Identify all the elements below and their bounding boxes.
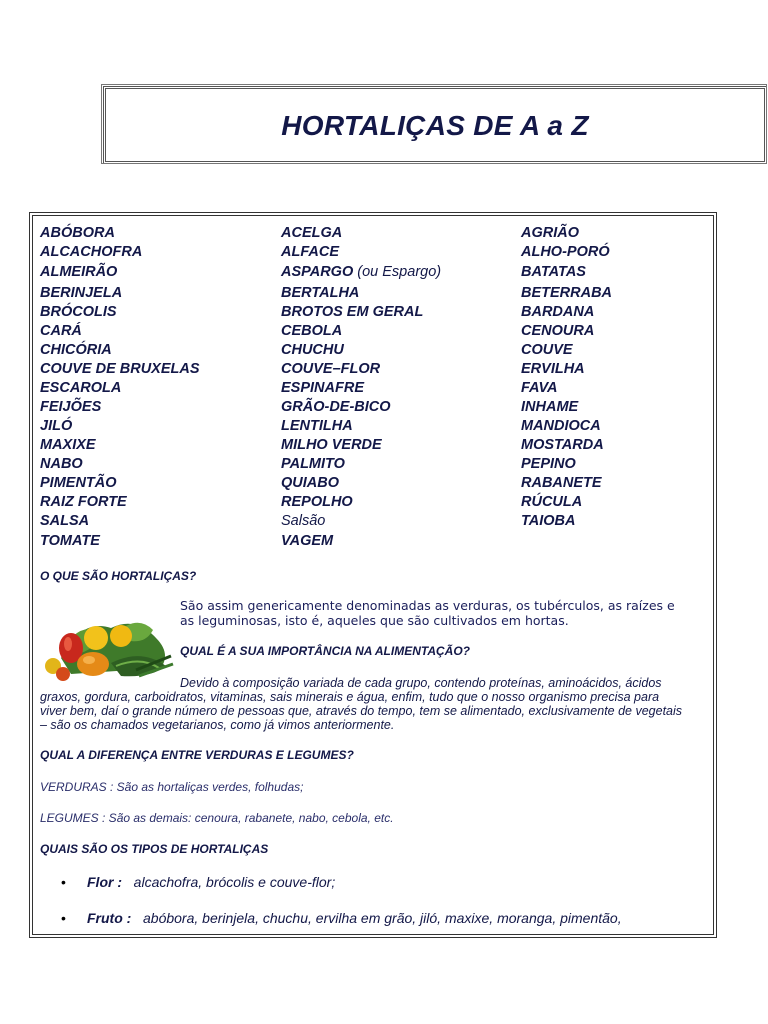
question-importance: QUAL É A SUA IMPORTÂNCIA NA ALIMENTAÇÃO? (180, 644, 470, 658)
vegetable-name: COUVE DE BRUXELAS (40, 360, 200, 377)
vegetable-name: ACELGA (281, 224, 343, 241)
vegetable-row (40, 492, 710, 511)
vegetable-row (40, 530, 710, 552)
vegetable-name: ESCAROLA (40, 379, 122, 396)
vegetable-name: GRÃO-DE-BICO (281, 398, 391, 415)
vegetable-name: ESPINAFRE (281, 379, 364, 396)
vegetable-row (40, 340, 710, 359)
vegetable-row (40, 321, 710, 340)
vegetable-row (40, 378, 710, 397)
vegetable-name: ERVILHA (521, 360, 585, 377)
vegetables-basket-illustration (41, 608, 177, 686)
vegetable-name: ASPARGO (ou Espargo) (281, 264, 442, 280)
question-what-are: O QUE SÃO HORTALIÇAS? (40, 569, 197, 583)
vegetable-row (40, 223, 710, 242)
bullet-icon: • (61, 874, 66, 890)
vegetable-name: BROTOS EM GERAL (281, 303, 424, 320)
content-box (32, 215, 714, 935)
vegetable-row (40, 302, 710, 321)
vegetable-name: Salsão (281, 512, 326, 529)
verduras-definition: VERDURAS : São as hortaliças verdes, folhudas; (40, 780, 304, 794)
vegetable-name: COUVE (521, 341, 573, 358)
vegetable-name: JILÓ (40, 417, 73, 434)
vegetable-row (40, 283, 710, 302)
vegetable-name: ALFACE (281, 243, 339, 260)
vegetable-row (40, 416, 710, 435)
vegetable-name: SALSA (40, 512, 90, 529)
vegetable-name: MOSTARDA (521, 436, 604, 453)
type-item-fruto (87, 910, 622, 926)
answer-importance-line2: graxos, gordura, carboidratos, vitaminas, sais minerais e água, enfim, tudo que o nosso organismo precisa para (40, 690, 660, 704)
aspargo-note: (ou Espargo) (353, 264, 442, 280)
title-box (103, 86, 767, 164)
answer-what-are-line1: São assim genericamente denominadas as verduras, os tubérculos, as raízes e (180, 598, 675, 613)
vegetable-name: ABÓBORA (40, 224, 115, 241)
vegetable-name: QUIABO (281, 474, 339, 491)
vegetable-name: REPOLHO (281, 493, 353, 510)
vegetable-name: CENOURA (521, 322, 595, 339)
answer-what-are-line2: as leguminosas, isto é, aqueles que são cultivados em hortas. (180, 613, 569, 628)
vegetable-name: CEBOLA (281, 322, 343, 339)
vegetable-name: RABANETE (521, 474, 602, 491)
vegetable-name: ALCACHOFRA (40, 243, 143, 260)
vegetable-name: NABO (40, 455, 83, 472)
answer-importance-line1: Devido à composição variada de cada grupo, contendo proteínas, aminoácidos, ácidos (180, 676, 662, 690)
vegetable-name: PALMITO (281, 455, 345, 472)
vegetable-name: FEIJÕES (40, 398, 102, 415)
answer-importance-line4: – são os chamados vegetarianos, como já vimos anteriormente. (40, 718, 395, 732)
vegetable-name: ALMEIRÃO (40, 264, 118, 280)
vegetable-name: BARDANA (521, 303, 595, 320)
type-term: Fruto : (87, 910, 132, 926)
legumes-definition: LEGUMES : São as demais: cenoura, rabanete, nabo, cebola, etc. (40, 811, 394, 825)
type-term: Flor : (87, 874, 122, 890)
question-types: QUAIS SÃO OS TIPOS DE HORTALIÇAS (40, 842, 269, 856)
vegetable-name: MAXIXE (40, 436, 96, 453)
question-difference: QUAL A DIFERENÇA ENTRE VERDURAS E LEGUMES? (40, 748, 354, 762)
vegetable-name: BATATAS (521, 264, 586, 280)
vegetable-name: ALHO-PORÓ (521, 243, 610, 260)
vegetable-name: RÚCULA (521, 493, 583, 510)
vegetable-row (40, 397, 710, 416)
vegetable-name: MILHO VERDE (281, 436, 382, 453)
vegetable-name: COUVE–FLOR (281, 360, 381, 377)
vegetable-row (40, 242, 710, 261)
type-desc: alcachofra, brócolis e couve-flor; (133, 874, 336, 890)
vegetable-row (40, 261, 710, 283)
vegetable-name: TAIOBA (521, 512, 576, 529)
answer-importance-line3: viver bem, daí o grande número de pessoas que, através do tempo, tem se alimentado, exclusivamente de vegetais (40, 704, 683, 718)
vegetable-name: PIMENTÃO (40, 474, 117, 491)
vegetable-name: CHICÓRIA (40, 341, 112, 358)
vegetable-name: BETERRABA (521, 284, 613, 301)
page-title: HORTALIÇAS DE A a Z (281, 110, 589, 141)
vegetable-list (40, 223, 710, 552)
vegetable-name: LENTILHA (281, 417, 353, 434)
vegetable-name: BRÓCOLIS (40, 303, 117, 320)
vegetable-name: PEPINO (521, 455, 576, 472)
bullet-icon: • (61, 910, 66, 926)
vegetable-row (40, 435, 710, 454)
type-desc: abóbora, berinjela, chuchu, ervilha em grão, jiló, maxixe, moranga, pimentão, (143, 910, 622, 926)
vegetable-row (40, 359, 710, 378)
vegetable-name: BERINJELA (40, 284, 123, 301)
vegetable-name: INHAME (521, 398, 579, 415)
vegetable-row (40, 473, 710, 492)
vegetable-name: RAIZ FORTE (40, 493, 127, 510)
vegetable-name: TOMATE (40, 533, 100, 549)
vegetable-name: FAVA (521, 379, 558, 396)
vegetable-row (40, 454, 710, 473)
vegetable-name: BERTALHA (281, 284, 360, 301)
vegetable-row (40, 511, 710, 530)
vegetable-name: CARÁ (40, 322, 82, 339)
vegetable-name: VAGEM (281, 533, 334, 549)
vegetable-name: CHUCHU (281, 341, 344, 358)
vegetable-name: AGRIÃO (521, 224, 579, 241)
type-item-flor (87, 874, 335, 890)
vegetable-name: MANDIOCA (521, 417, 601, 434)
